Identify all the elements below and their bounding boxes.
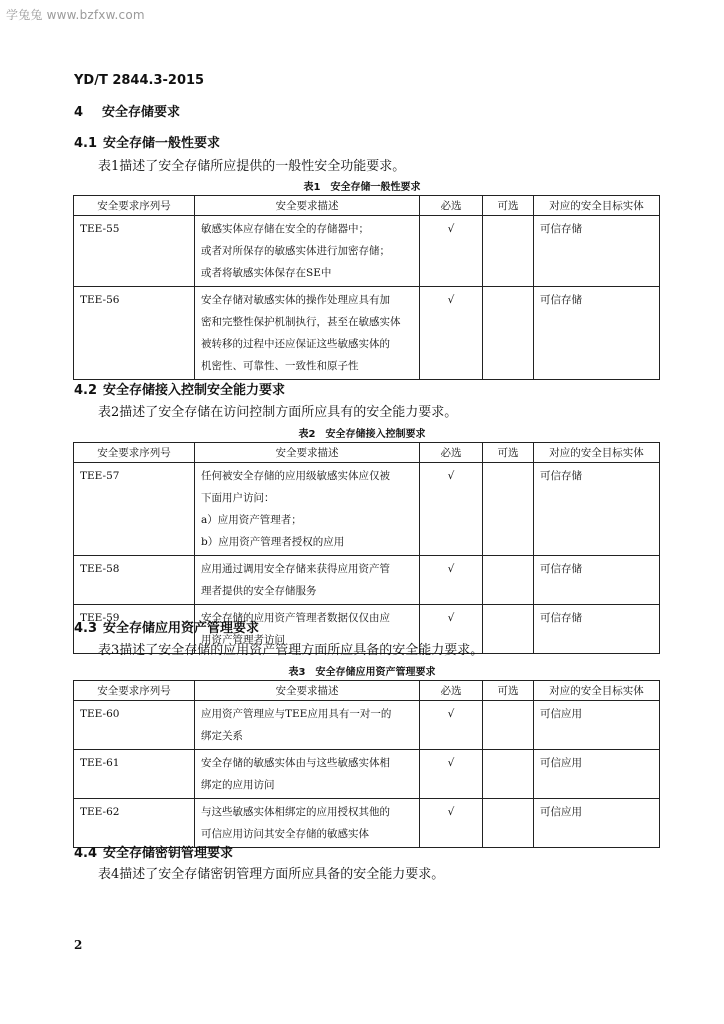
description-line: 理者提供的安全存储服务 (201, 585, 317, 597)
column-header: 可选 (483, 443, 534, 463)
mandatory-mark: √ (420, 216, 483, 287)
mandatory-mark: √ (420, 556, 483, 605)
table-header-row (74, 681, 660, 701)
requirement-description (195, 799, 420, 848)
column-header: 必选 (420, 443, 483, 463)
section-4-3-intro: 表3描述了安全存储的应用资产管理方面所应具备的安全能力要求。 (98, 643, 484, 658)
requirement-id: TEE-59 (74, 605, 195, 654)
column-header: 对应的安全目标实体 (534, 443, 660, 463)
column-header: 对应的安全目标实体 (534, 196, 660, 216)
optional-mark (483, 463, 534, 556)
description-line: 应用资产管理应与TEE应用具有一对一的 (201, 708, 392, 720)
section-4-3-heading (74, 617, 259, 636)
table-row (74, 463, 660, 556)
table-3-caption: 表3 安全存储应用资产管理要求 (288, 667, 436, 678)
optional-mark (483, 556, 534, 605)
optional-mark (483, 216, 534, 287)
table-header-row (74, 196, 660, 216)
document-code: YD/T 2844.3-2015 (74, 73, 205, 88)
section-4-4-heading (74, 842, 233, 861)
section-4-1-heading (74, 132, 220, 151)
section-4-2-heading (74, 379, 285, 398)
table-row (74, 799, 660, 848)
description-line: 或者将敏感实体保存在SE中 (201, 267, 332, 279)
mandatory-mark: √ (420, 750, 483, 799)
mandatory-mark: √ (420, 463, 483, 556)
column-header: 对应的安全目标实体 (534, 681, 660, 701)
page-number: 2 (74, 938, 83, 952)
description-line: 安全存储的敏感实体由与这些敏感实体相 (201, 757, 390, 769)
column-header: 可选 (483, 196, 534, 216)
section-title: 安全存储一般性要求 (103, 136, 221, 151)
description-line: a）应用资产管理者； (201, 514, 302, 526)
description-line: 敏感实体应存储在安全的存储器中； (201, 223, 369, 235)
requirement-description (195, 216, 420, 287)
target-entity: 可信应用 (534, 799, 660, 848)
section-4-2-intro: 表2描述了安全存储在访问控制方面所应具有的安全能力要求。 (98, 405, 458, 420)
section-number: 4.1 (74, 136, 98, 151)
column-header: 必选 (420, 196, 483, 216)
optional-mark (483, 701, 534, 750)
watermark: 学兔兔 www.bzfxw.com (6, 8, 145, 22)
target-entity: 可信应用 (534, 750, 660, 799)
section-4-4-intro: 表4描述了安全存储密钥管理方面所应具备的安全能力要求。 (98, 867, 445, 882)
description-line: 与这些敏感实体相绑定的应用授权其他的 (201, 806, 390, 818)
section-4-1-intro: 表1描述了安全存储所应提供的一般性安全功能要求。 (98, 159, 406, 174)
section-title: 安全存储应用资产管理要求 (103, 621, 260, 636)
optional-mark (483, 287, 534, 380)
table-row (74, 701, 660, 750)
column-header: 安全要求描述 (195, 681, 420, 701)
section-number: 4.2 (74, 383, 98, 398)
table-3 (73, 680, 660, 848)
target-entity: 可信存储 (534, 463, 660, 556)
target-entity: 可信存储 (534, 216, 660, 287)
requirement-description (195, 287, 420, 380)
table-row (74, 287, 660, 380)
mandatory-mark: √ (420, 605, 483, 654)
description-line: 密和完整性保护机制执行，甚至在敏感实体 (201, 316, 401, 328)
mandatory-mark: √ (420, 701, 483, 750)
description-line: 或者对所保存的敏感实体进行加密存储； (201, 245, 390, 257)
column-header: 安全要求描述 (195, 443, 420, 463)
column-header: 安全要求序列号 (74, 681, 195, 701)
section-title: 安全存储要求 (102, 105, 181, 120)
column-header: 安全要求序列号 (74, 443, 195, 463)
table-row (74, 556, 660, 605)
column-header: 安全要求描述 (195, 196, 420, 216)
requirement-id: TEE-57 (74, 463, 195, 556)
target-entity: 可信存储 (534, 556, 660, 605)
requirement-id: TEE-62 (74, 799, 195, 848)
description-line: 应用通过调用安全存储来获得应用资产管 (201, 563, 390, 575)
description-line: 下面用户访问： (201, 492, 275, 504)
description-line: 被转移的过程中还应保证这些敏感实体的 (201, 338, 390, 350)
requirement-description (195, 701, 420, 750)
requirement-description (195, 556, 420, 605)
section-title: 安全存储接入控制安全能力要求 (103, 383, 286, 398)
requirement-description (195, 750, 420, 799)
requirement-id: TEE-56 (74, 287, 195, 380)
description-line: 可信应用访问其安全存储的敏感实体 (201, 828, 369, 840)
table-row (74, 750, 660, 799)
target-entity: 可信存储 (534, 605, 660, 654)
section-number: 4.3 (74, 621, 98, 636)
column-header: 可选 (483, 681, 534, 701)
requirement-id: TEE-58 (74, 556, 195, 605)
section-4-heading (74, 101, 180, 120)
table-row (74, 216, 660, 287)
column-header: 必选 (420, 681, 483, 701)
description-line: b）应用资产管理者授权的应用 (201, 536, 345, 548)
section-number: 4 (74, 105, 84, 120)
target-entity: 可信存储 (534, 287, 660, 380)
description-line: 机密性、可靠性、一致性和原子性 (201, 360, 359, 372)
table-1 (73, 195, 660, 380)
description-line: 绑定关系 (201, 730, 243, 742)
description-line: 安全存储对敏感实体的操作处理应具有加 (201, 294, 390, 306)
section-number: 4.4 (74, 846, 98, 861)
section-title: 安全存储密钥管理要求 (103, 846, 234, 861)
requirement-id: TEE-55 (74, 216, 195, 287)
requirement-description (195, 463, 420, 556)
description-line: 任何被安全存储的应用级敏感实体应仅被 (201, 470, 390, 482)
optional-mark (483, 750, 534, 799)
table-2-caption: 表2 安全存储接入控制要求 (298, 429, 426, 440)
mandatory-mark: √ (420, 799, 483, 848)
column-header: 安全要求序列号 (74, 196, 195, 216)
table-header-row (74, 443, 660, 463)
target-entity: 可信应用 (534, 701, 660, 750)
optional-mark (483, 799, 534, 848)
table-1-caption: 表1 安全存储一般性要求 (303, 182, 421, 193)
requirement-id: TEE-60 (74, 701, 195, 750)
description-line: 安全存储的应用资产管理者数据仅仅由应 (201, 612, 390, 624)
description-line: 绑定的应用访问 (201, 779, 275, 791)
requirement-id: TEE-61 (74, 750, 195, 799)
mandatory-mark: √ (420, 287, 483, 380)
description-line: 用资产管理者访问 (201, 634, 285, 646)
optional-mark (483, 605, 534, 654)
